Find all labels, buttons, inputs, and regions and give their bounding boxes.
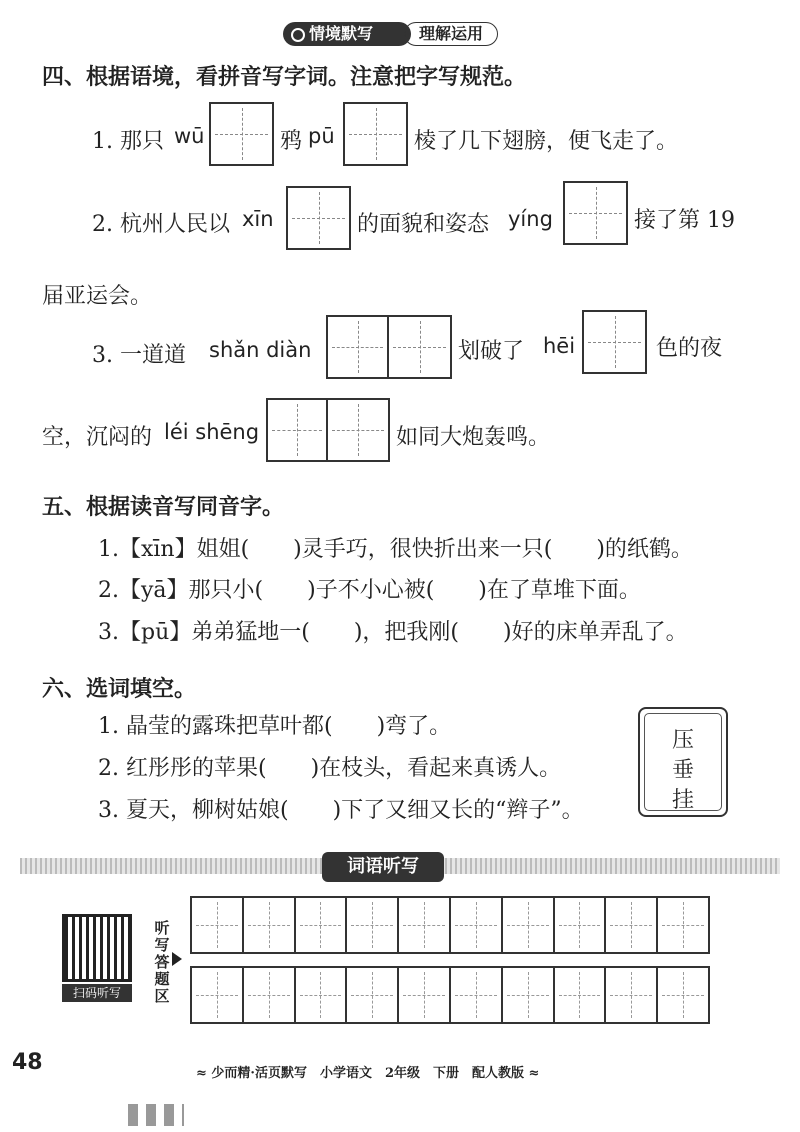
s4-q1-box2[interactable] — [343, 102, 408, 166]
s4-q3-cont-b: 如同大炮轰鸣。 — [396, 425, 551, 450]
side-char: 听 — [154, 919, 170, 937]
grid-cell[interactable] — [399, 968, 451, 1022]
word-choice-3: 挂 — [671, 788, 694, 813]
grid-cell[interactable] — [658, 898, 708, 952]
s4-q3-a: 3. 一道道 — [92, 343, 186, 368]
grid-cell[interactable] — [658, 968, 708, 1022]
s4-q3-b: 划破了 — [458, 339, 525, 364]
play-arrow-icon — [172, 952, 182, 966]
s4-q1-box1[interactable] — [209, 102, 274, 166]
s4-q2-py2: yíng — [508, 207, 553, 231]
s4-q1-a: 1. 那只 — [92, 129, 164, 154]
s4-q2-py1: xīn — [242, 207, 274, 231]
s5-line-2: 2.【yā】那只小( )子不小心被( )在了草堆下面。 — [98, 578, 641, 603]
grid-cell[interactable] — [451, 968, 503, 1022]
s4-q2-box2[interactable] — [563, 181, 628, 245]
qr-label: 扫码听写 — [62, 984, 132, 1002]
s4-q1-py2: pū — [308, 124, 335, 148]
grid-cell[interactable] — [192, 968, 244, 1022]
grid-cell[interactable] — [347, 968, 399, 1022]
header-tag-secondary-label: 理解运用 — [419, 24, 484, 43]
grid-cell[interactable] — [296, 968, 348, 1022]
side-char: 写 — [154, 936, 170, 954]
grid-cell[interactable] — [606, 898, 658, 952]
side-char: 区 — [154, 987, 170, 1005]
word-choice-1: 压 — [671, 728, 694, 753]
s4-q2-a: 2. 杭州人民以 — [92, 212, 230, 237]
section4-title: 四、根据语境，看拼音写字词。注意把字写规范。 — [42, 65, 527, 90]
s4-q3-box3[interactable] — [266, 398, 390, 462]
s4-q3-py3: léi shēng — [164, 420, 260, 444]
header-tag-secondary — [404, 22, 498, 46]
s4-q3-box1[interactable] — [326, 315, 452, 379]
grid-cell[interactable] — [606, 968, 658, 1022]
grid-cell[interactable] — [451, 898, 503, 952]
s4-q2-box1[interactable] — [286, 186, 351, 250]
s4-q3-c: 色的夜 — [656, 336, 723, 361]
s4-q1-c: 棱了几下翅膀，便飞走了。 — [414, 129, 679, 154]
grid-cell[interactable] — [399, 898, 451, 952]
footer-text: ≈ 少而精·活页默写 小学语文 2年级 下册 配人教版 ≈ — [196, 1066, 540, 1081]
s6-line-1: 1. 晶莹的露珠把草叶都( )弯了。 — [98, 714, 452, 739]
s4-q3-cont-a: 空，沉闷的 — [42, 425, 153, 450]
grid-cell[interactable] — [296, 898, 348, 952]
grid-cell[interactable] — [555, 898, 607, 952]
word-choice-2: 垂 — [671, 758, 694, 783]
section5-title: 五、根据读音写同音字。 — [42, 495, 285, 520]
s4-q1-py1: wū — [174, 124, 205, 148]
dictation-grid-row-1[interactable] — [190, 896, 710, 954]
header-tag-label: 情境默写 — [309, 24, 374, 43]
s6-line-3: 3. 夏天，柳树姑娘( )下了又细又长的“辫子”。 — [98, 798, 584, 823]
grid-cell[interactable] — [192, 898, 244, 952]
grid-cell[interactable] — [347, 898, 399, 952]
s4-q2-b: 的面貌和姿态 — [357, 212, 490, 237]
dictation-banner: 词语听写 — [322, 852, 444, 882]
grid-cell[interactable] — [555, 968, 607, 1022]
s4-q3-py2: hēi — [543, 334, 576, 358]
s5-line-3: 3.【pū】弟弟猛地一( )，把我刚( )好的床单弄乱了。 — [98, 620, 688, 645]
dictation-side-label — [152, 920, 172, 1005]
section6-title: 六、选词填空。 — [42, 677, 197, 702]
s4-q2-cont: 届亚运会。 — [42, 284, 153, 309]
s6-line-2: 2. 红彤彤的苹果( )在枝头，看起来真诱人。 — [98, 756, 562, 781]
grid-cell[interactable] — [503, 898, 555, 952]
s5-line-1: 1.【xīn】姐姐( )灵手巧，很快折出来一只( )的纸鹤。 — [98, 537, 693, 562]
s4-q1-b: 鸦 — [280, 129, 303, 154]
header-tag — [283, 22, 411, 46]
grid-cell[interactable] — [244, 898, 296, 952]
word-choice-box — [638, 707, 728, 817]
side-char: 答 — [154, 953, 170, 971]
page-number: 48 — [12, 1050, 43, 1075]
footer-decoration — [128, 1104, 184, 1126]
qr-code-icon[interactable] — [62, 914, 132, 982]
medal-icon — [291, 28, 305, 42]
s4-q3-py1: shǎn diàn — [209, 338, 312, 362]
s4-q3-box2[interactable] — [582, 310, 647, 374]
grid-cell[interactable] — [503, 968, 555, 1022]
grid-cell[interactable] — [244, 968, 296, 1022]
s4-q2-c: 接了第 19 — [634, 208, 735, 233]
dictation-grid-row-2[interactable] — [190, 966, 710, 1024]
side-char: 题 — [154, 970, 170, 988]
